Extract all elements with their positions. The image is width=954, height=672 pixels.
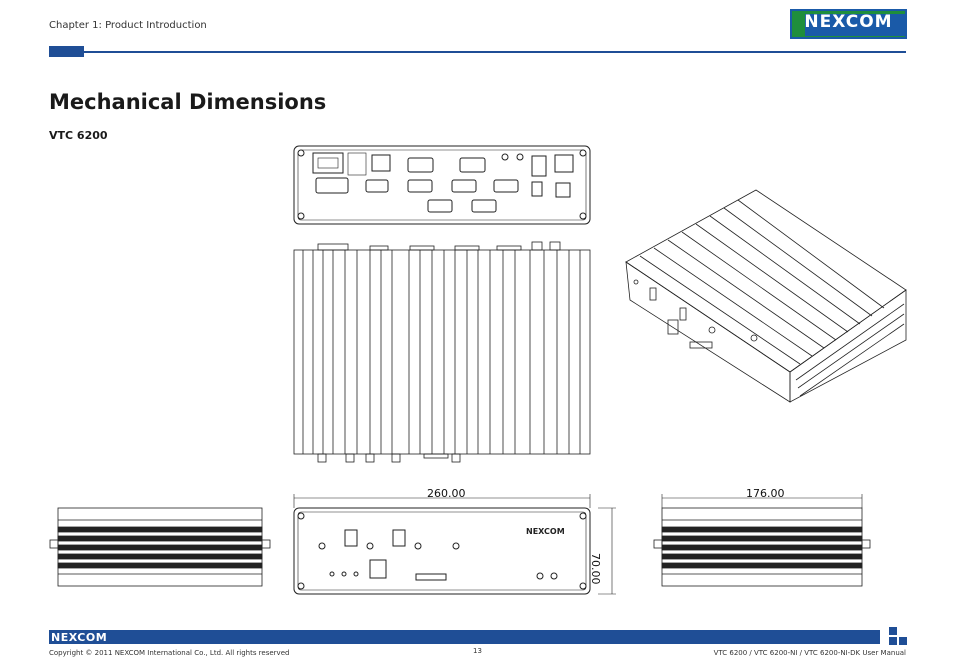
page-title: Mechanical Dimensions: [49, 90, 327, 114]
chapter-title: Chapter 1: Product Introduction: [49, 20, 207, 31]
model-heading: VTC 6200: [49, 129, 108, 142]
front-panel-view: [294, 494, 616, 594]
width-dimension: 260.00: [427, 487, 466, 500]
left-side-view: [50, 508, 270, 586]
height-dimension: 70.00: [589, 553, 602, 585]
manual-title: VTC 6200 / VTC 6200-NI / VTC 6200-NI-DK User Manual: [713, 649, 906, 657]
top-view: [294, 242, 590, 462]
right-side-view: [654, 494, 870, 586]
footer-logo: NEXCOM: [51, 631, 108, 644]
nexcom-logo-text: NEXCOM: [804, 12, 893, 32]
depth-dimension: 176.00: [746, 487, 785, 500]
front-panel-logo: NEXCOM: [526, 527, 565, 536]
isometric-view: [626, 190, 906, 402]
footer-squares: [889, 627, 907, 645]
page-number: 13: [473, 647, 482, 655]
copyright-text: Copyright © 2011 NEXCOM International Co., Ltd. All rights reserved: [49, 649, 290, 657]
rear-panel-view: [294, 146, 590, 224]
footer-bar: [49, 630, 880, 644]
